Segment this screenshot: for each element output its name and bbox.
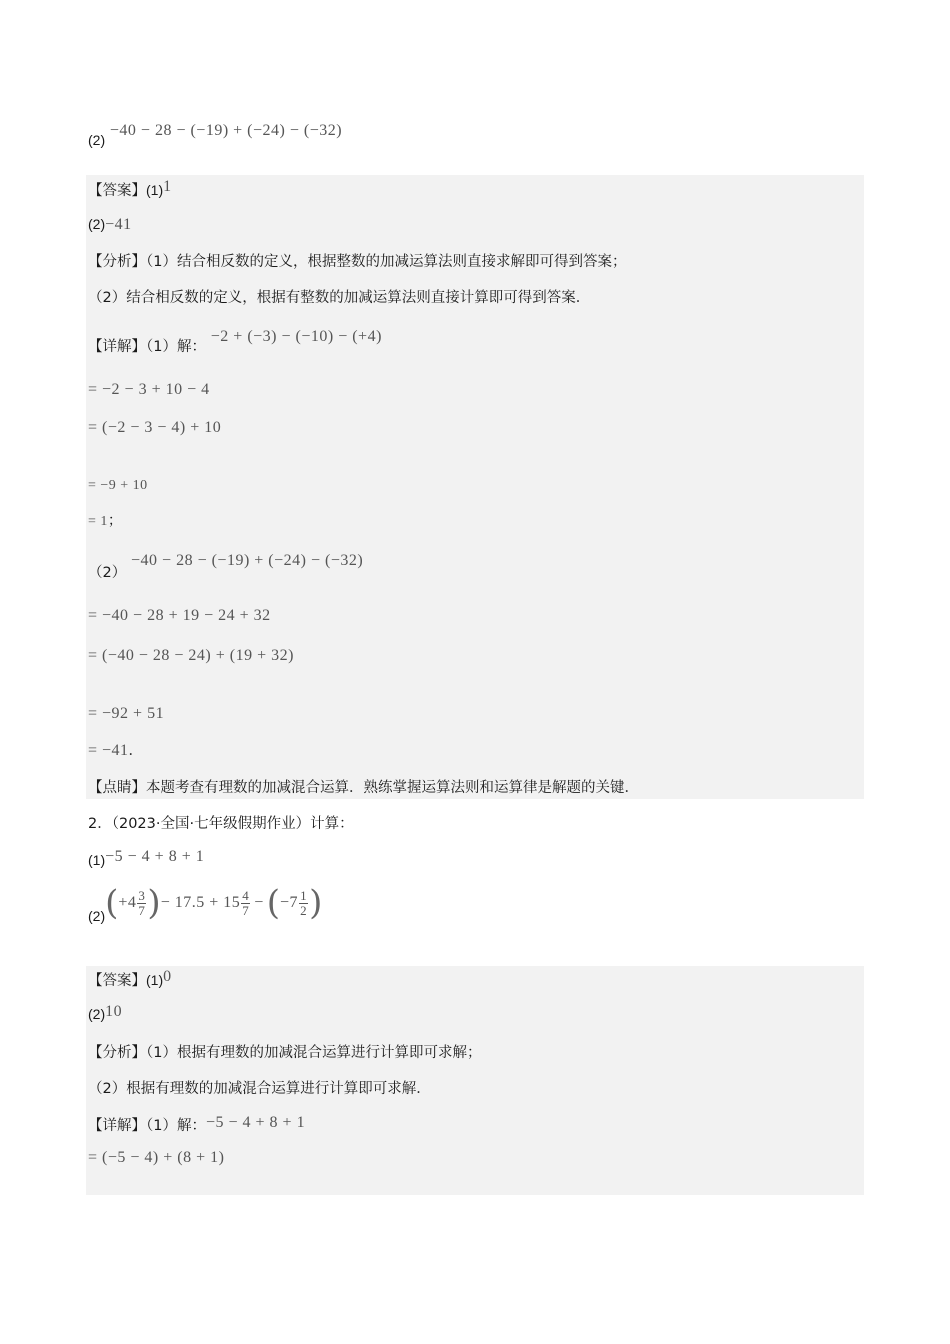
math-expression: −40 − 28 − (−19) + (−24) − (−32) xyxy=(109,122,343,139)
step-value: = −41 xyxy=(88,742,129,759)
comment-row xyxy=(88,778,639,798)
answer-label: (2) xyxy=(88,216,106,232)
q2-part2: (2)(+4 $\frac{3}{7}$ )− 17.5 + 15 $\frac{4}{7}$ −(−7 $\frac{1}{2}$ ) xyxy=(88,883,323,924)
answer-row-2 xyxy=(88,214,132,235)
answer-row xyxy=(88,970,172,991)
step-line xyxy=(88,510,122,532)
fraction: $\frac{1}{2}$ xyxy=(300,887,308,918)
detail-label: （1）解： xyxy=(146,339,206,355)
analysis-1 xyxy=(88,1043,481,1063)
analysis-2 xyxy=(88,1079,431,1099)
analysis-text: （1）根据有理数的加减混合运算进行计算即可求解； xyxy=(146,1045,482,1061)
math-expression: −40 − 28 − (−19) + (−24) − (−32) xyxy=(131,552,364,569)
answer-value: 1 xyxy=(163,178,172,195)
comment-text: 本题考查有理数的加减混合运算．熟练掌握运算法则和运算律是解题的关键． xyxy=(146,780,639,796)
math-operator: − xyxy=(254,894,264,911)
analysis-1 xyxy=(88,252,626,272)
answer-value: −41 xyxy=(105,216,132,233)
answer-tag: 【答案】 xyxy=(88,183,146,199)
step-line: = (−5 − 4) + (8 + 1) xyxy=(88,1149,225,1166)
analysis-tag: 【分析】 xyxy=(88,1045,146,1061)
part-label: (1) xyxy=(88,852,106,868)
punctuation: ； xyxy=(107,513,123,529)
step-line: = −9 + 10 xyxy=(88,478,148,493)
answer-row-2 xyxy=(88,1004,122,1025)
detail-2 xyxy=(88,550,364,581)
analysis-text: （2）结合相反数的定义，根据有整数的加减运算法则直接计算即可得到答案． xyxy=(88,290,591,306)
answer-tag: 【答案】 xyxy=(88,973,146,989)
comment-tag: 【点睛】 xyxy=(88,780,146,796)
math-expression: −2 + (−3) − (−10) − (+4) xyxy=(210,328,382,345)
q1-part2 xyxy=(88,120,343,148)
math-expression: −5 − 4 + 8 + 1 xyxy=(205,1114,306,1131)
question-2-header: 2．（2023·全国·七年级假期作业）计算： xyxy=(88,816,354,832)
step-line xyxy=(88,740,143,761)
q2-part1 xyxy=(88,846,204,867)
answer-label: (1) xyxy=(146,182,164,198)
fraction: $\frac{3}{7}$ xyxy=(138,887,146,918)
math-term: +4 xyxy=(118,894,137,911)
answer-value: 0 xyxy=(163,968,172,985)
fraction: $\frac{4}{7}$ xyxy=(242,887,250,918)
analysis-text: （2）根据有理数的加减混合运算进行计算即可求解． xyxy=(88,1081,431,1097)
step-value: = 1 xyxy=(88,514,108,529)
part-label: (2) xyxy=(88,908,106,924)
math-term: −7 xyxy=(280,894,299,911)
detail-tag: 【详解】 xyxy=(88,339,146,355)
detail-label: （1）解： xyxy=(146,1118,206,1134)
answer-label: (1) xyxy=(146,972,164,988)
analysis-tag: 【分析】 xyxy=(88,254,146,270)
answer-row xyxy=(88,180,172,201)
punctuation: ． xyxy=(128,743,144,759)
math-term: − 17.5 + 15 xyxy=(160,894,241,911)
step-line: = (−40 − 28 − 24) + (19 + 32) xyxy=(88,647,294,664)
analysis-text: （1）结合相反数的定义，根据整数的加减运算法则直接求解即可得到答案； xyxy=(146,254,627,270)
part-label: (2) xyxy=(88,132,106,148)
detail-tag: 【详解】 xyxy=(88,1118,146,1134)
step-line: = −2 − 3 + 10 − 4 xyxy=(88,381,210,398)
step-line: = −40 − 28 + 19 − 24 + 32 xyxy=(88,607,271,624)
answer-label: (2) xyxy=(88,1006,106,1022)
detail-1 xyxy=(88,326,382,355)
answer-value: 10 xyxy=(105,1003,123,1020)
math-expression: −5 − 4 + 8 + 1 xyxy=(105,848,205,865)
detail-1 xyxy=(88,1112,305,1133)
step-line: = −92 + 51 xyxy=(88,705,165,722)
detail-label: （2） xyxy=(88,565,127,581)
analysis-2 xyxy=(88,288,590,308)
step-line: = (−2 − 3 − 4) + 10 xyxy=(88,419,222,436)
